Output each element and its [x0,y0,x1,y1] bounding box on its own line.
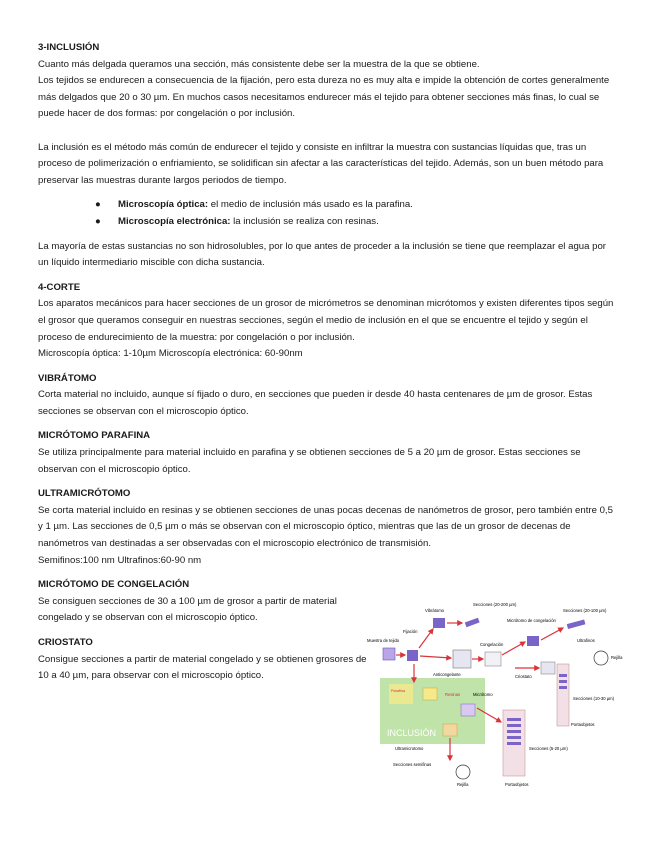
ultra-p1: Se corta material incluido en resinas y se obtienen secciones de unas pocas decenas de nanómetros de grosor, pero también entre 0,5 y 1 µm. Las secciones de 0,5 µm o más se observan con el microscopio óptico, mientras que las de un grosor de decenas de nanómetros van destinadas a ser observadas con el microscopio electrónico de transmisión. [38,504,613,550]
inclusion-bullets [38,197,618,230]
document-page [38,40,618,685]
label-semifinos: Secciones semifinas [393,762,432,767]
congelacion-title: MICRÓTOMO DE CONGELACIÓN [38,579,190,591]
label-secciones-low: Secciones (5-20 µm) [529,746,568,751]
vibratome-block [433,618,445,628]
corte-title: 4-CORTE [38,281,81,293]
label-vibratomo: Vibrátomo [425,608,445,613]
label-fijacion: Fijación [403,629,418,634]
bullet-item [38,214,618,231]
ultramicrotome-block [443,724,457,736]
label-anticongelante: Anticongelante [433,672,461,677]
label-congelacion: Congelación [480,642,504,647]
bullet-item [38,197,618,214]
label-parafina-pot: Parafina [391,689,406,693]
label-portaobjetos2: Portaobjetos [505,782,529,787]
freezer-box [485,652,501,666]
paraffin-block [423,688,437,700]
label-rejilla: Rejilla [611,655,623,660]
label-secciones-top: Secciones (20-200 µm) [473,602,517,607]
fixed-block [407,650,418,661]
bullet-term: Microscopía electrónica: [118,215,231,227]
section-strip [465,618,480,627]
label-resinas: Resinas [445,692,461,697]
label-secciones-mid: Secciones (10-30 µm) [573,696,615,701]
criostato-title: CRIOSTATO [38,637,93,648]
parafina-p1: Se utiliza principalmente para material incluido en parafina y se obtienen secciones de 5 a 20 µm de grosor. Estas secciones se observan con el microscopio óptico. [38,447,581,475]
bullet-term: Microscopía óptica: [118,199,209,211]
ultra-p2: Semifinos:100 nm Ultrafinos:60-90 nm [38,554,202,566]
label-ultrafinos: Ultrafinos [577,638,595,643]
congelacion-p1: Se consiguen secciones de 30 a 100 µm de grosor a partir de material congelado y se observan con el microscopio óptico. [38,595,337,624]
bullet-icon: ● [95,199,101,211]
resin-block [461,704,475,716]
label-portaobjetos1: Portaobjetos [571,722,595,727]
antifreeze-box [453,650,471,668]
label-ultramicrotomo: Ultramicrotomo [395,746,424,751]
grid-circle [594,651,608,665]
tissue-processing-diagram [365,600,630,790]
inclusion-p2: Los tejidos se endurecen a consecuencia de la fijación, pero esta dureza no es muy alta e impide la obtención de cortes generalmente más delgados que 20 o 30 µm. En muchos casos necesitamos endurecer más el tejido para obtener secciones más finas, lo cual se puede hacer de dos formas: por congelación o por inclusión. [38,75,610,120]
parafina-title: MICRÓTOMO PARAFINA [38,430,151,442]
vibratomo-p1: Corta material no incluido, aunque sí fijado o duro, en secciones que pueden ir desde 40 hasta centenares de µm de grosor. Estas secciones se observan con el microscopio óptico. [38,389,593,417]
bullet-icon: ● [95,215,101,227]
criostato-p1: Consigue secciones a partir de material congelado y se obtienen grosores de 10 a 40 µm, para observar con el microscopio óptico. [38,653,367,682]
label-secciones-right: Secciones (20-100 µm) [563,608,607,613]
inclusion-title: 3-INCLUSIÓN [38,42,100,53]
label-muestra: Muestra de tejido [367,638,400,643]
inclusion-p4: La mayoría de estas sustancias no son hidrosolubles, por lo que antes de proceder a la inclusión se tiene que reemplazar el agua por un líquido intermediario miscible con dicha sustancia. [38,240,606,269]
slide-1 [557,664,569,726]
label-microtomo-cong: Micrótomo de congelación [507,618,556,623]
corte-p1: Los aparatos mecánicos para hacer secciones de un grosor de micrómetros se denominan micrótomos y existen diferentes tipos según el grosor que queramos conseguir en nuestras secciones, según el medio de inclusión en el que se encuentre el tejido y según el proceso de endurecimiento de la muestra: por congelación o por inclusión. [38,298,614,343]
label-rejilla2: Rejilla [457,782,469,787]
inclusion-label: INCLUSIÓN [387,728,437,738]
label-microtomo: Micrótomo [473,692,493,697]
paraffin-pot [389,684,413,704]
bullet-text: la inclusión se realiza con resinas. [230,215,379,227]
right-section-strip [567,619,586,628]
sample-block [383,648,395,660]
frozen-section-block [527,636,539,646]
grid-circle-2 [456,765,470,779]
label-criostato: Criostato [515,674,532,679]
ultra-title: ULTRAMICRÓTOMO [38,488,131,500]
cryostat-box [541,662,555,674]
inclusion-p1: Cuanto más delgada queramos una sección, más consistente debe ser la muestra de la que se obtiene. [38,58,480,70]
vibratomo-title: VIBRÁTOMO [38,372,97,384]
corte-p2: Microscopía óptica: 1-10µm Microscopía electrónica: 60-90nm [38,348,303,360]
inclusion-p3: La inclusión es el método más común de endurecer el tejido y consiste en infiltrar la muestra con sustancias líquidas que, tras un proceso de polimerización o enfriamiento, se solidifican sin afectar a las características del tejido. Además, son un buen método para preservar las muestras durante largos periodos de tiempo. [38,141,604,186]
bullet-text: el medio de inclusión más usado es la parafina. [208,199,413,211]
